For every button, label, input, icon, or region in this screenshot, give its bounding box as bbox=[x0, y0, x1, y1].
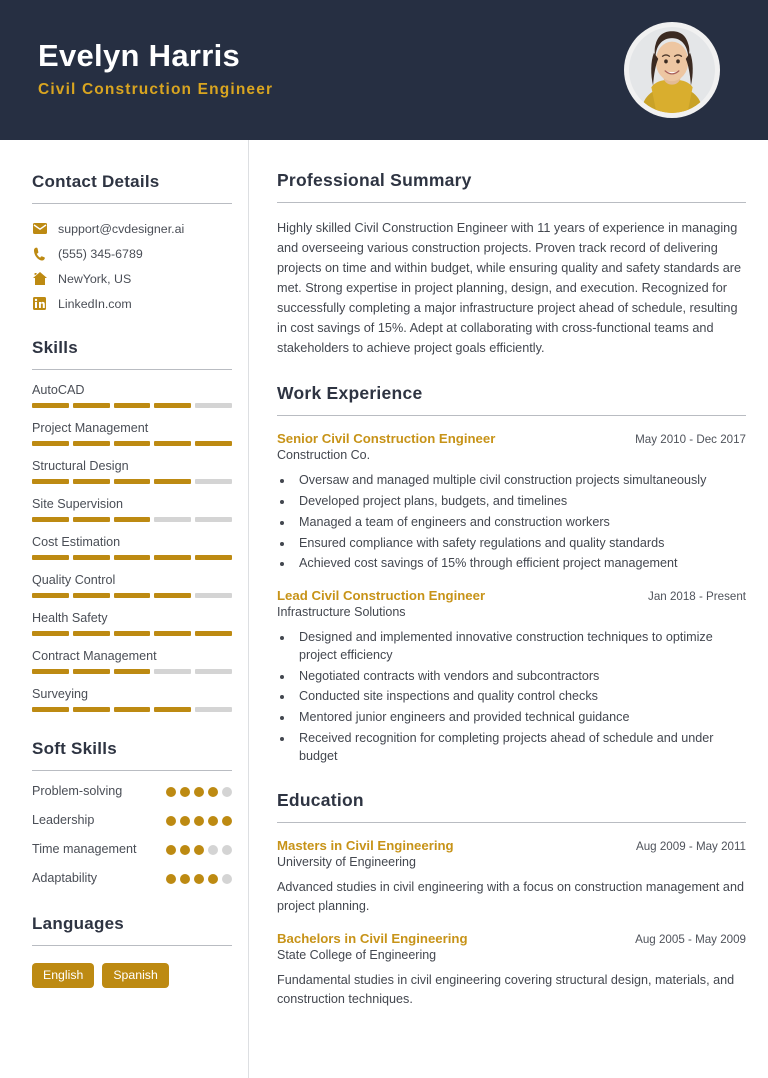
list-item: • Negotiated contracts with vendors and subcontractors bbox=[294, 667, 746, 685]
work-entry bbox=[277, 431, 746, 572]
skill-level-segment bbox=[114, 669, 151, 674]
rating-dot bbox=[166, 816, 176, 826]
skill-label: Site Supervision bbox=[32, 497, 124, 511]
section-divider bbox=[32, 945, 232, 946]
contact-value: NewYork, US bbox=[58, 271, 132, 286]
education-entry-date: Aug 2005 - May 2009 bbox=[635, 933, 746, 947]
work-entry bbox=[277, 588, 746, 766]
rating-dot bbox=[180, 787, 190, 797]
section-work-experience bbox=[277, 383, 746, 765]
skill-item bbox=[32, 421, 248, 446]
rating-dot bbox=[194, 816, 204, 826]
header-text-group bbox=[38, 37, 273, 103]
skill-level-segment bbox=[195, 479, 232, 484]
section-languages bbox=[32, 914, 248, 988]
skill-level-segment bbox=[73, 631, 110, 636]
rating-dot bbox=[194, 845, 204, 855]
skill-level-segment bbox=[73, 403, 110, 408]
contact-item-linkedin[interactable] bbox=[32, 296, 248, 311]
skill-item bbox=[32, 535, 248, 560]
phone-icon bbox=[32, 246, 47, 261]
rating-dot bbox=[166, 787, 176, 797]
skill-level-segment bbox=[154, 555, 191, 560]
skill-item bbox=[32, 383, 248, 408]
skill-level-segment bbox=[195, 555, 232, 560]
skill-level-segment bbox=[195, 517, 232, 522]
skill-level-segment bbox=[154, 631, 191, 636]
work-entry-date: Jan 2018 - Present bbox=[648, 589, 746, 603]
avatar-photo bbox=[629, 27, 715, 113]
page-title: Evelyn Harris bbox=[38, 37, 241, 73]
skill-level-segment bbox=[32, 555, 69, 560]
skill-label: AutoCAD bbox=[32, 383, 85, 397]
skill-level-segment bbox=[32, 707, 69, 712]
contact-value: (555) 345-6789 bbox=[58, 246, 143, 261]
section-divider bbox=[277, 202, 746, 203]
rating-dot bbox=[222, 874, 232, 884]
main-content bbox=[249, 140, 768, 1078]
soft-skill-label: Adaptability bbox=[32, 871, 98, 885]
skill-level-segment bbox=[73, 555, 110, 560]
skill-label: Contract Management bbox=[32, 649, 157, 663]
skill-level-segment bbox=[154, 441, 191, 446]
skill-item bbox=[32, 649, 248, 674]
skill-item bbox=[32, 459, 248, 484]
education-entry-description: Fundamental studies in civil engineering covering structural design, materials, and construction techniques. bbox=[277, 973, 735, 1007]
section-heading: Professional Summary bbox=[277, 170, 472, 190]
skill-level-segment bbox=[154, 669, 191, 674]
list-item: • Received recognition for completing projects ahead of schedule and under budget bbox=[294, 729, 746, 766]
section-skills bbox=[32, 338, 248, 712]
work-entry-header bbox=[277, 588, 746, 603]
education-entry-school: State College of Engineering bbox=[277, 948, 437, 963]
skill-level-segment bbox=[195, 441, 232, 446]
skill-item bbox=[32, 611, 248, 636]
sidebar bbox=[0, 140, 249, 1078]
avatar bbox=[624, 22, 720, 118]
skill-level-segment bbox=[195, 403, 232, 408]
rating-dot bbox=[194, 874, 204, 884]
soft-skill-rating bbox=[166, 874, 232, 884]
soft-skill-item bbox=[32, 870, 232, 887]
education-entry-school: University of Engineering bbox=[277, 855, 416, 870]
skill-level-segment bbox=[154, 403, 191, 408]
contact-item-location[interactable] bbox=[32, 271, 248, 286]
skill-level-segment bbox=[32, 631, 69, 636]
work-entry-role: Lead Civil Construction Engineer bbox=[277, 587, 486, 603]
work-entry-header bbox=[277, 431, 746, 446]
skill-level-segment bbox=[195, 707, 232, 712]
rating-dot bbox=[208, 874, 218, 884]
skill-level-segment bbox=[32, 669, 69, 674]
skill-level-segment bbox=[154, 479, 191, 484]
section-divider bbox=[277, 822, 746, 823]
skill-level-segment bbox=[114, 631, 151, 636]
skill-level-segment bbox=[73, 479, 110, 484]
section-soft-skills bbox=[32, 739, 248, 887]
section-heading: Work Experience bbox=[277, 383, 423, 404]
skill-level-segment bbox=[114, 479, 151, 484]
soft-skills-list bbox=[32, 783, 248, 887]
section-contact-details bbox=[32, 172, 248, 311]
rating-dot bbox=[208, 816, 218, 826]
education-entry bbox=[277, 838, 746, 916]
skill-level-segment bbox=[114, 707, 151, 712]
soft-skill-rating bbox=[166, 787, 232, 797]
list-item: • Achieved cost savings of 15% through efficient project management bbox=[294, 554, 746, 572]
list-item: • Ensured compliance with safety regulations and quality standards bbox=[294, 534, 746, 552]
rating-dot bbox=[194, 787, 204, 797]
skill-level-segment bbox=[154, 593, 191, 598]
list-item: • Conducted site inspections and quality control checks bbox=[294, 687, 746, 705]
skill-level-bar bbox=[32, 555, 232, 560]
work-entry-list bbox=[277, 431, 746, 765]
rating-dot bbox=[166, 874, 176, 884]
skill-item bbox=[32, 497, 248, 522]
section-divider bbox=[32, 770, 232, 771]
section-heading: Skills bbox=[32, 338, 78, 357]
skill-level-segment bbox=[73, 669, 110, 674]
skill-level-segment bbox=[32, 403, 69, 408]
section-heading: Languages bbox=[32, 914, 124, 933]
language-tag-list bbox=[32, 963, 248, 988]
skill-level-bar bbox=[32, 517, 232, 522]
list-item: • Developed project plans, budgets, and timelines bbox=[294, 492, 746, 510]
skill-level-segment bbox=[73, 707, 110, 712]
linkedin-icon bbox=[32, 296, 47, 311]
soft-skill-rating bbox=[166, 816, 232, 826]
rating-dot bbox=[166, 845, 176, 855]
skill-level-segment bbox=[195, 631, 232, 636]
skill-label: Project Management bbox=[32, 421, 149, 435]
language-tag[interactable]: English bbox=[32, 963, 94, 988]
resume-header bbox=[0, 0, 768, 140]
skill-level-segment bbox=[114, 517, 151, 522]
section-heading: Soft Skills bbox=[32, 739, 117, 758]
skill-level-segment bbox=[32, 479, 69, 484]
work-entry-company: Construction Co. bbox=[277, 448, 371, 463]
section-divider bbox=[32, 203, 232, 204]
skill-level-segment bbox=[73, 593, 110, 598]
skill-level-bar bbox=[32, 631, 232, 636]
summary-text: Highly skilled Civil Construction Engineer with 11 years of experience in managing and overseeing various construction projects. Proven track record of delivering projects on time and within budget, while ensuring quality and safety standards are met. Strong expertise in project planning, design, and execution. Recognized for successfully completing a major infrastructure project ahead of schedule, resulting in cost savings of 15%. Adept at collaborating with cross-functional teams and stakeholders to achieve project goals efficiently. bbox=[277, 221, 742, 356]
skill-level-segment bbox=[114, 593, 151, 598]
skill-level-segment bbox=[114, 555, 151, 560]
skill-level-segment bbox=[154, 517, 191, 522]
work-entry-date: May 2010 - Dec 2017 bbox=[635, 433, 746, 447]
education-entry-list bbox=[277, 838, 746, 1009]
contact-item-email[interactable] bbox=[32, 221, 248, 236]
section-heading: Education bbox=[277, 790, 364, 811]
skill-level-segment bbox=[195, 593, 232, 598]
skill-label: Cost Estimation bbox=[32, 535, 121, 549]
language-tag[interactable]: Spanish bbox=[102, 963, 168, 988]
rating-dot bbox=[180, 845, 190, 855]
work-entry-company: Infrastructure Solutions bbox=[277, 604, 406, 619]
work-entry-bullets bbox=[294, 628, 746, 766]
skill-level-segment bbox=[32, 593, 69, 598]
soft-skill-item bbox=[32, 841, 232, 858]
section-divider bbox=[32, 369, 232, 370]
education-entry-description: Advanced studies in civil engineering with a focus on construction management and project planning. bbox=[277, 880, 744, 914]
education-entry-degree: Bachelors in Civil Engineering bbox=[277, 931, 468, 947]
skill-level-segment bbox=[154, 707, 191, 712]
job-title: Civil Construction Engineer bbox=[38, 81, 274, 99]
rating-dot bbox=[208, 787, 218, 797]
skill-level-bar bbox=[32, 403, 232, 408]
rating-dot bbox=[222, 787, 232, 797]
section-education bbox=[277, 790, 746, 1009]
soft-skill-rating bbox=[166, 845, 232, 855]
education-entry bbox=[277, 931, 746, 1009]
education-entry-degree: Masters in Civil Engineering bbox=[277, 838, 454, 854]
envelope-icon bbox=[32, 221, 47, 236]
rating-dot bbox=[180, 874, 190, 884]
skill-level-bar bbox=[32, 479, 232, 484]
section-heading: Contact Details bbox=[32, 172, 160, 191]
section-professional-summary bbox=[277, 170, 746, 358]
rating-dot bbox=[180, 816, 190, 826]
skill-level-bar bbox=[32, 707, 232, 712]
skill-level-segment bbox=[32, 517, 69, 522]
skill-level-bar bbox=[32, 669, 232, 674]
education-entry-date: Aug 2009 - May 2011 bbox=[636, 840, 746, 854]
education-entry-header bbox=[277, 931, 746, 946]
soft-skill-item bbox=[32, 812, 232, 829]
skill-level-segment bbox=[32, 441, 69, 446]
skill-level-segment bbox=[73, 517, 110, 522]
skill-level-segment bbox=[114, 441, 151, 446]
skill-label: Structural Design bbox=[32, 459, 129, 473]
education-entry-header bbox=[277, 838, 746, 853]
skill-level-segment bbox=[114, 403, 151, 408]
rating-dot bbox=[222, 816, 232, 826]
section-divider bbox=[277, 415, 746, 416]
skill-label: Surveying bbox=[32, 687, 89, 701]
skill-level-segment bbox=[195, 669, 232, 674]
skill-level-segment bbox=[73, 441, 110, 446]
contact-item-phone[interactable] bbox=[32, 246, 248, 261]
skill-item bbox=[32, 687, 248, 712]
skill-item bbox=[32, 573, 248, 598]
soft-skill-label: Time management bbox=[32, 842, 137, 856]
contact-value: LinkedIn.com bbox=[58, 296, 132, 311]
skill-label: Health Safety bbox=[32, 611, 108, 625]
work-entry-role: Senior Civil Construction Engineer bbox=[277, 431, 496, 447]
skill-level-bar bbox=[32, 441, 232, 446]
list-item: • Mentored junior engineers and provided technical guidance bbox=[294, 708, 746, 726]
soft-skill-item bbox=[32, 783, 232, 800]
contact-list bbox=[32, 221, 248, 311]
soft-skill-label: Leadership bbox=[32, 813, 95, 827]
work-entry-bullets bbox=[294, 471, 746, 572]
rating-dot bbox=[222, 845, 232, 855]
rating-dot bbox=[208, 845, 218, 855]
skills-list bbox=[32, 383, 248, 712]
portrait-illustration bbox=[629, 27, 715, 113]
skill-level-bar bbox=[32, 593, 232, 598]
list-item: • Designed and implemented innovative construction techniques to optimize project efficiency bbox=[294, 628, 746, 665]
soft-skill-label: Problem-solving bbox=[32, 784, 123, 798]
list-item: • Oversaw and managed multiple civil construction projects simultaneously bbox=[294, 471, 746, 489]
skill-label: Quality Control bbox=[32, 573, 116, 587]
contact-value: support@cvdesigner.ai bbox=[58, 221, 185, 236]
home-icon bbox=[32, 271, 47, 286]
resume-body bbox=[0, 140, 768, 1078]
list-item: • Managed a team of engineers and construction workers bbox=[294, 513, 746, 531]
